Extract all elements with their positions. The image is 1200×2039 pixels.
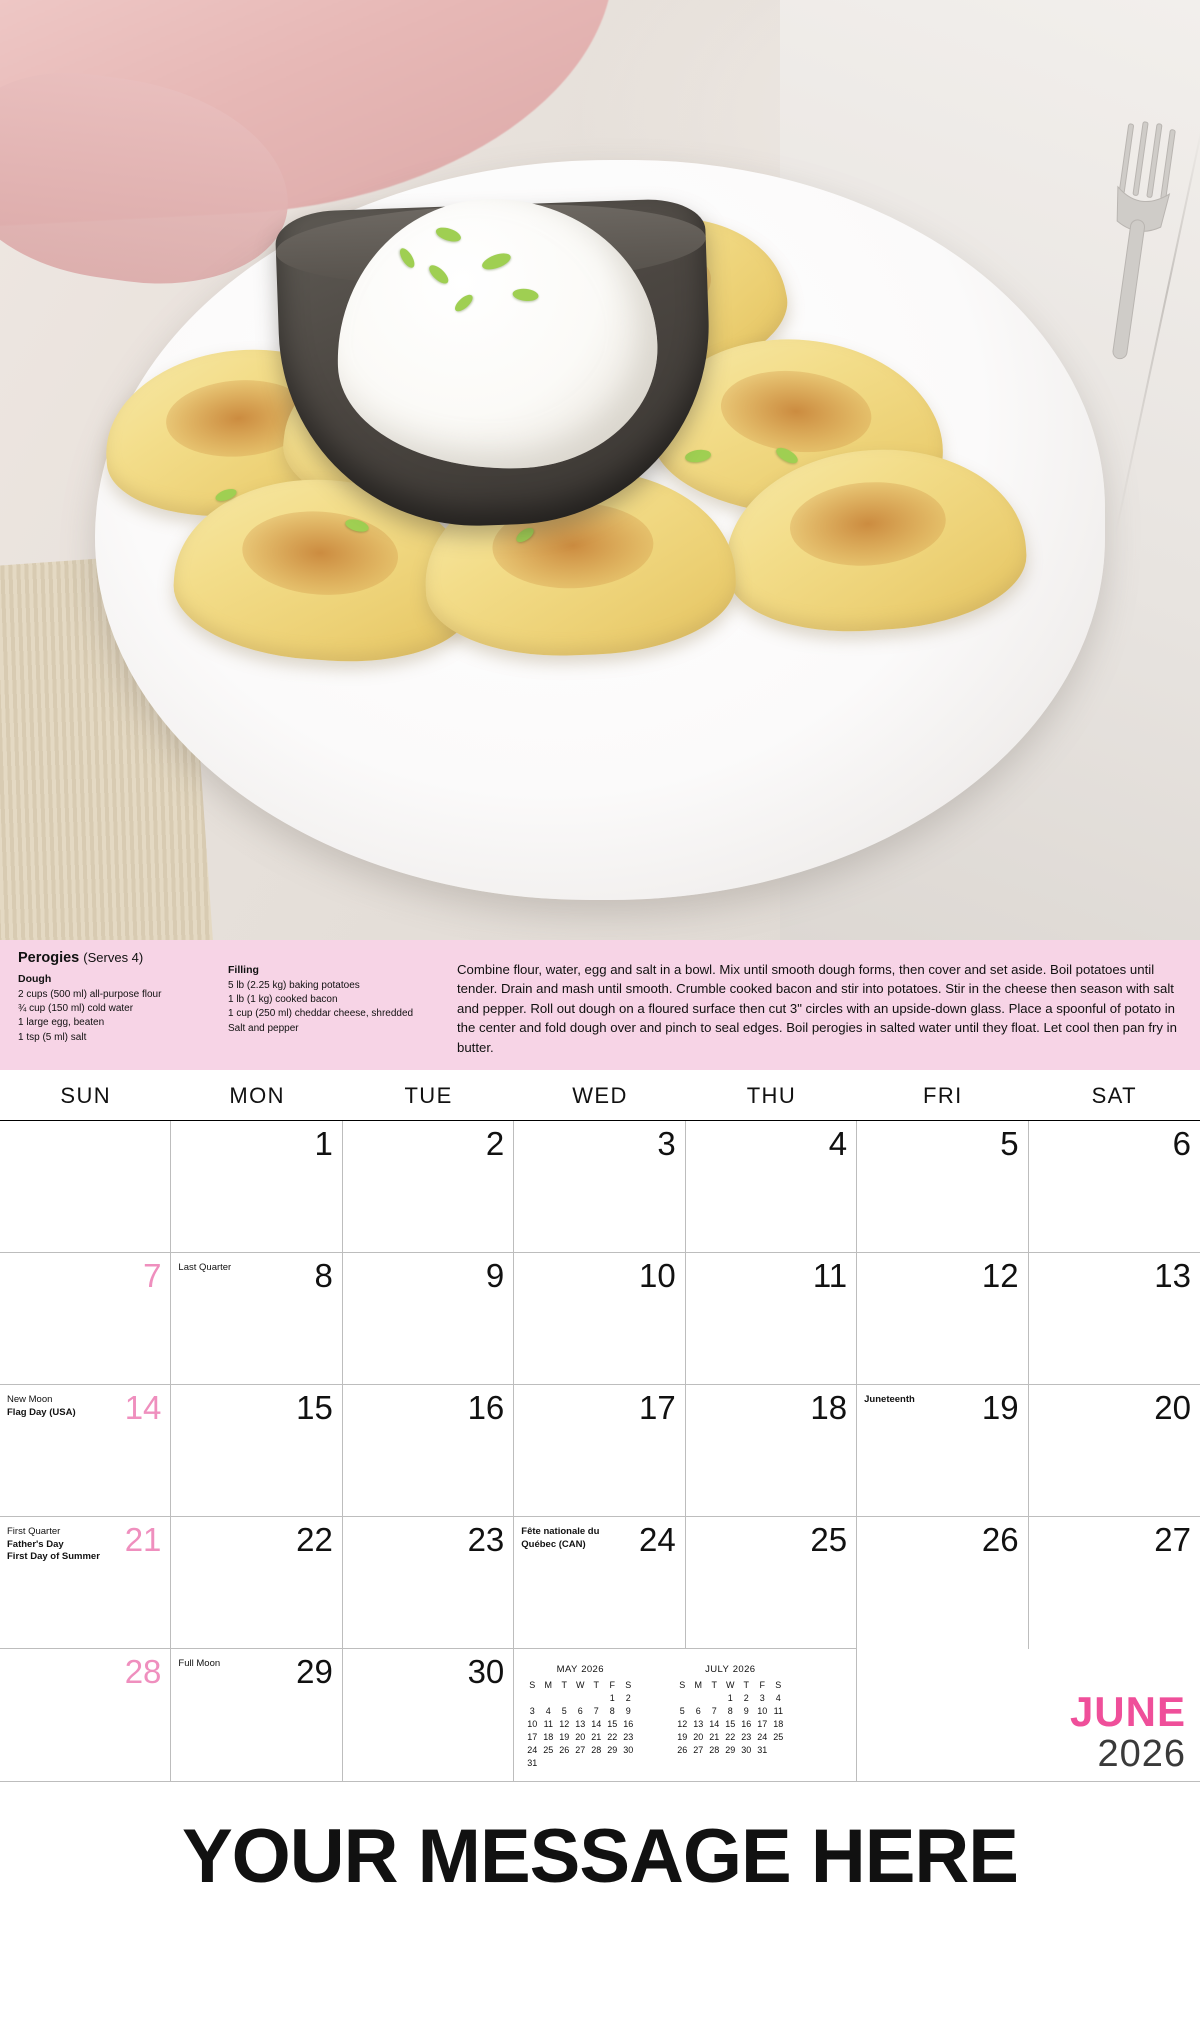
mini-day xyxy=(556,1756,572,1769)
mini-day xyxy=(706,1691,722,1704)
day-cell[interactable] xyxy=(686,1517,857,1649)
mini-day: 17 xyxy=(757,1718,768,1729)
day-number: 29 xyxy=(296,1653,333,1690)
day-cell[interactable] xyxy=(1029,1253,1200,1385)
day-events xyxy=(7,1526,100,1564)
event-text: Full Moon xyxy=(178,1658,221,1669)
day-cell[interactable] xyxy=(171,1121,342,1253)
mini-day xyxy=(540,1691,556,1704)
mini-day: 5 xyxy=(679,1705,685,1716)
mini-month-year: 2026 xyxy=(581,1664,604,1675)
custom-message-area xyxy=(0,1781,1200,1931)
day-number: 2 xyxy=(485,1125,505,1162)
mini-day: 26 xyxy=(559,1744,570,1755)
filling-item: 1 cup (250 ml) cheddar cheese, shredded xyxy=(228,1008,414,1020)
day-number: 20 xyxy=(1154,1389,1191,1426)
mini-day: 31 xyxy=(757,1744,768,1755)
mini-day: 26 xyxy=(677,1744,688,1755)
day-cell[interactable] xyxy=(0,1517,171,1649)
mini-months-cell xyxy=(514,1649,857,1781)
mini-day: 16 xyxy=(741,1718,752,1729)
mini-day: 15 xyxy=(725,1718,736,1729)
mini-day: 14 xyxy=(591,1718,602,1729)
day-number: 21 xyxy=(124,1521,162,1558)
recipe-dough-column xyxy=(18,950,228,1062)
mini-day xyxy=(572,1756,588,1769)
mini-day: 3 xyxy=(529,1705,535,1716)
day-number: 1 xyxy=(314,1125,333,1162)
day-number: 27 xyxy=(1154,1521,1191,1558)
mini-dow: S xyxy=(529,1679,536,1690)
mini-day xyxy=(604,1756,620,1769)
mini-day xyxy=(588,1691,604,1704)
mini-day: 7 xyxy=(711,1705,717,1716)
day-cell[interactable] xyxy=(857,1253,1028,1385)
mini-day xyxy=(540,1756,556,1769)
day-cell[interactable] xyxy=(343,1253,514,1385)
day-number: 11 xyxy=(812,1257,848,1294)
mini-day: 24 xyxy=(527,1744,538,1755)
mini-day: 17 xyxy=(527,1731,538,1742)
event-text: Flag Day (USA) xyxy=(7,1406,76,1418)
mini-dow: W xyxy=(726,1679,735,1690)
mini-day: 24 xyxy=(757,1731,768,1742)
mini-day: 18 xyxy=(773,1718,784,1729)
mini-day: 14 xyxy=(709,1718,720,1729)
white-plate xyxy=(95,160,1105,900)
day-number: 19 xyxy=(981,1389,1019,1426)
event-text: Last Quarter xyxy=(178,1262,232,1273)
day-number: 10 xyxy=(638,1257,676,1294)
day-events xyxy=(864,1394,915,1407)
day-cell[interactable] xyxy=(0,1121,171,1253)
day-cell[interactable] xyxy=(686,1121,857,1253)
day-cell[interactable] xyxy=(343,1121,514,1253)
day-cell[interactable] xyxy=(686,1253,857,1385)
mini-day xyxy=(620,1756,636,1769)
mini-day: 11 xyxy=(773,1705,783,1716)
day-cell[interactable] xyxy=(0,1649,171,1781)
day-number: 15 xyxy=(296,1389,333,1426)
month-year: 2026 xyxy=(1097,1733,1186,1775)
mini-day: 15 xyxy=(607,1718,618,1729)
event-text: First Day of Summer xyxy=(7,1551,100,1563)
mini-day: 19 xyxy=(559,1731,570,1742)
mini-day: 10 xyxy=(527,1718,538,1729)
mini-dow: S xyxy=(679,1679,686,1690)
day-cell[interactable] xyxy=(857,1121,1028,1253)
mini-dow: T xyxy=(561,1679,568,1690)
mini-day xyxy=(588,1756,604,1769)
month-title xyxy=(1069,1688,1186,1775)
mini-day: 20 xyxy=(575,1731,586,1742)
dough-item: 1 large egg, beaten xyxy=(18,1017,105,1029)
day-number: 18 xyxy=(810,1389,848,1426)
day-number: 16 xyxy=(467,1389,505,1426)
day-cell[interactable] xyxy=(1029,1517,1200,1649)
day-number: 5 xyxy=(1000,1125,1019,1162)
mini-day: 2 xyxy=(625,1692,631,1703)
mini-day: 4 xyxy=(545,1705,551,1716)
mini-day: 5 xyxy=(561,1705,567,1716)
filling-heading: Filling xyxy=(228,964,259,976)
mini-day: 6 xyxy=(577,1705,583,1716)
mini-day: 12 xyxy=(559,1718,570,1729)
mini-day: 4 xyxy=(775,1692,781,1703)
mini-day: 22 xyxy=(607,1731,618,1742)
event-text: Father's Day xyxy=(7,1538,64,1550)
day-number: 8 xyxy=(314,1257,333,1294)
mini-day: 23 xyxy=(741,1731,752,1742)
recipe-name: Perogies xyxy=(18,950,80,966)
mini-day: 19 xyxy=(677,1731,688,1742)
month-calendar xyxy=(0,1070,1200,1781)
dough-item: 1 tsp (5 ml) salt xyxy=(18,1031,87,1043)
mini-day xyxy=(690,1691,706,1704)
day-cell[interactable] xyxy=(0,1385,171,1517)
mini-dow: M xyxy=(694,1679,703,1690)
day-number: 7 xyxy=(143,1257,162,1294)
mini-day: 1 xyxy=(609,1692,615,1703)
day-events xyxy=(178,1262,231,1275)
event-text: Juneteenth xyxy=(864,1394,915,1405)
recipe-title xyxy=(18,950,218,966)
day-number: 14 xyxy=(124,1389,162,1426)
day-cell[interactable] xyxy=(343,1517,514,1649)
day-cell[interactable] xyxy=(171,1385,342,1517)
custom-message-text: YOUR MESSAGE HERE xyxy=(181,1814,1019,1899)
day-cell[interactable] xyxy=(1029,1385,1200,1517)
day-events xyxy=(7,1394,76,1419)
day-events xyxy=(178,1658,220,1671)
dough-item: 2 cups (500 ml) all-purpose flour xyxy=(18,989,162,1000)
mini-dow: M xyxy=(544,1679,553,1690)
mini-day: 10 xyxy=(757,1705,768,1716)
day-cell[interactable] xyxy=(1029,1121,1200,1253)
weekday-header-row xyxy=(0,1070,1200,1121)
day-cell[interactable] xyxy=(514,1517,685,1649)
mini-dow: T xyxy=(711,1679,718,1690)
mini-day: 12 xyxy=(677,1718,688,1729)
day-number: 26 xyxy=(981,1521,1019,1558)
day-number: 9 xyxy=(485,1257,505,1294)
day-cell[interactable] xyxy=(514,1121,685,1253)
mini-day: 28 xyxy=(591,1744,602,1755)
recipe-band xyxy=(0,940,1200,1070)
day-cell[interactable] xyxy=(171,1517,342,1649)
event-text: New Moon xyxy=(7,1394,53,1405)
recipe-filling-column xyxy=(228,950,443,1062)
mini-day: 25 xyxy=(773,1731,784,1742)
weekday-fri: FRI xyxy=(923,1083,963,1108)
mini-day: 18 xyxy=(543,1731,554,1742)
mini-dow: F xyxy=(759,1679,766,1690)
weekday-sun: SUN xyxy=(60,1083,112,1108)
weekday-sat: SAT xyxy=(1091,1083,1137,1108)
recipe-photo xyxy=(0,0,1200,940)
mini-day: 23 xyxy=(623,1731,634,1742)
mini-day: 2 xyxy=(743,1692,749,1703)
day-cell[interactable] xyxy=(171,1253,342,1385)
day-number: 17 xyxy=(638,1389,676,1426)
dough-item: ¾ cup (150 ml) cold water xyxy=(18,1003,134,1015)
mini-day: 22 xyxy=(725,1731,736,1742)
mini-month-year: 2026 xyxy=(732,1664,756,1675)
day-cell[interactable] xyxy=(857,1517,1028,1649)
day-cell[interactable] xyxy=(343,1385,514,1517)
day-number: 30 xyxy=(467,1653,505,1690)
event-text: Québec (CAN) xyxy=(521,1538,586,1550)
mini-day xyxy=(524,1691,540,1704)
mini-dow: T xyxy=(743,1679,750,1690)
mini-day: 13 xyxy=(693,1718,704,1729)
mini-month-name: JULY xyxy=(705,1664,730,1675)
day-number: 12 xyxy=(981,1257,1019,1294)
mini-day: 29 xyxy=(725,1744,736,1755)
day-cell[interactable] xyxy=(514,1253,685,1385)
mini-day: 9 xyxy=(625,1705,631,1716)
calendar-grid xyxy=(0,1121,1200,1781)
mini-dow: T xyxy=(593,1679,600,1690)
day-number: 22 xyxy=(296,1521,333,1558)
mini-day: 7 xyxy=(593,1705,599,1716)
filling-item: 5 lb (2.25 kg) baking potatoes xyxy=(228,980,360,991)
mini-day: 21 xyxy=(591,1731,602,1742)
filling-item: Salt and pepper xyxy=(228,1022,299,1034)
weekday-thu: THU xyxy=(746,1083,797,1108)
day-cell[interactable] xyxy=(343,1649,514,1781)
mini-day: 11 xyxy=(543,1718,553,1729)
mini-day: 21 xyxy=(709,1731,720,1742)
mini-day: 27 xyxy=(693,1744,704,1755)
day-cell[interactable] xyxy=(857,1385,1028,1517)
mini-day: 1 xyxy=(727,1692,733,1703)
day-number: 23 xyxy=(467,1521,505,1558)
day-number: 6 xyxy=(1172,1125,1191,1162)
mini-day: 20 xyxy=(693,1731,704,1742)
mini-day: 30 xyxy=(623,1744,634,1755)
mini-day xyxy=(770,1743,786,1756)
month-title-cell xyxy=(857,1649,1200,1781)
mini-day: 8 xyxy=(609,1705,615,1716)
mini-dow: W xyxy=(576,1679,585,1690)
filling-item: 1 lb (1 kg) cooked bacon xyxy=(228,994,338,1006)
day-number: 13 xyxy=(1154,1257,1191,1294)
mini-day: 16 xyxy=(623,1718,634,1729)
mini-day: 29 xyxy=(607,1744,618,1755)
day-cell[interactable] xyxy=(514,1385,685,1517)
mini-day xyxy=(556,1691,572,1704)
weekday-tue: TUE xyxy=(404,1083,453,1108)
mini-day xyxy=(572,1691,588,1704)
mini-month-july xyxy=(674,1663,786,1756)
mini-dow: S xyxy=(775,1679,782,1690)
day-number: 4 xyxy=(828,1125,848,1162)
weekday-wed: WED xyxy=(572,1083,628,1108)
mini-month-name: MAY xyxy=(556,1664,578,1675)
mini-day xyxy=(674,1691,690,1704)
mini-day: 8 xyxy=(727,1705,733,1716)
recipe-method: Combine flour, water, egg and salt in a bowl. Mix until smooth dough forms, then cover and set aside. Boil potatoes until tender. Drain and mash until smooth. Crumble cooked bacon and stir into potatoes. Stir in the cheese then season with salt and pepper. Roll out dough on a floured surface then cut 3" circles with an upside-down glass. Place a spoonful of potato in the center and fold dough over and pinch to seal edges. Boil perogies in salted water until they float. Let cool then pan fry in butter. xyxy=(457,962,1177,1055)
mini-day: 13 xyxy=(575,1718,586,1729)
month-name: JUNE xyxy=(1069,1688,1186,1735)
day-number: 25 xyxy=(810,1521,848,1558)
mini-day: 3 xyxy=(759,1692,765,1703)
mini-day: 25 xyxy=(543,1744,554,1755)
day-cell[interactable] xyxy=(171,1649,342,1781)
day-number: 28 xyxy=(124,1653,162,1690)
day-number: 3 xyxy=(657,1125,676,1162)
weekday-mon: MON xyxy=(229,1083,285,1108)
mini-day: 27 xyxy=(575,1744,586,1755)
mini-day: 6 xyxy=(695,1705,701,1716)
day-number: 24 xyxy=(638,1521,676,1558)
dough-heading: Dough xyxy=(18,973,52,985)
mini-month-may xyxy=(524,1663,636,1769)
mini-dow: S xyxy=(625,1679,632,1690)
mini-day: 28 xyxy=(709,1744,720,1755)
day-cell[interactable] xyxy=(686,1385,857,1517)
day-cell[interactable] xyxy=(0,1253,171,1385)
recipe-serves: (Serves 4) xyxy=(83,950,144,965)
mini-day: 30 xyxy=(741,1744,752,1755)
mini-day: 9 xyxy=(743,1705,749,1716)
day-events xyxy=(521,1526,599,1551)
event-text: Fête nationale du xyxy=(521,1526,600,1537)
mini-day: 31 xyxy=(527,1757,538,1768)
event-text: First Quarter xyxy=(7,1526,61,1537)
mini-dow: F xyxy=(609,1679,616,1690)
